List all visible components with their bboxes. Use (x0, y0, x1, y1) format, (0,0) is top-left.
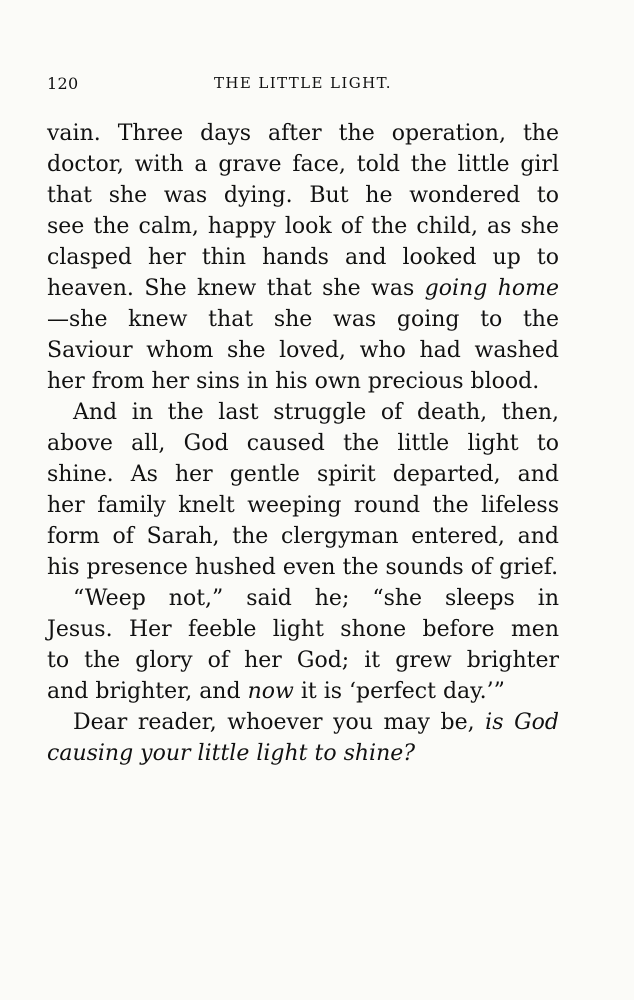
text-line: “Weep not,” said he; “she sleeps in (73, 586, 559, 611)
text-line: shine. As her gentle spirit departed, and (47, 462, 559, 487)
italic-text: going home (424, 276, 559, 301)
text-line (47, 676, 559, 707)
text-line: —she knew that she was going to the (47, 307, 559, 332)
text-line: Jesus. Her feeble light shone before men (47, 617, 559, 642)
text-line: to the glory of her God; it grew brighter (47, 648, 559, 673)
text-line: her family knelt weeping round the lifeless (47, 493, 559, 518)
running-header (47, 74, 559, 100)
text-line: that she was dying. But he wondered to (47, 183, 559, 208)
text-line: her from her sins in his own precious blood. (47, 369, 540, 394)
text-line: form of Sarah, the clergyman entered, and (47, 524, 559, 549)
text-segment: it is ‘perfect day.’” (300, 679, 505, 704)
body-text (47, 118, 559, 769)
text-line (47, 738, 559, 769)
running-title: THE LITTLE LIGHT. (214, 74, 392, 92)
text-line: clasped her thin hands and looked up to (47, 245, 559, 270)
text-line (47, 273, 559, 304)
text-line: And in the last struggle of death, then, (73, 400, 559, 425)
text-line (47, 707, 559, 738)
text-line: doctor, with a grave face, told the little girl (47, 152, 559, 177)
italic-text: now (247, 679, 294, 704)
italic-text: is God (485, 710, 559, 735)
text-segment: Dear reader, whoever you may be, (73, 710, 475, 735)
text-line: his presence hushed even the sounds of grief. (47, 555, 559, 580)
italic-text: causing your little light to shine? (47, 741, 416, 766)
text-line: Saviour whom she loved, who had washed (47, 338, 559, 363)
page-number: 120 (47, 74, 79, 93)
text-segment: heaven. She knew that she was (47, 276, 415, 301)
text-segment: and brighter, and (47, 679, 241, 704)
text-line: see the calm, happy look of the child, as she (47, 214, 559, 239)
text-line: vain. Three days after the operation, the (47, 121, 559, 146)
text-line: above all, God caused the little light to (47, 431, 559, 456)
